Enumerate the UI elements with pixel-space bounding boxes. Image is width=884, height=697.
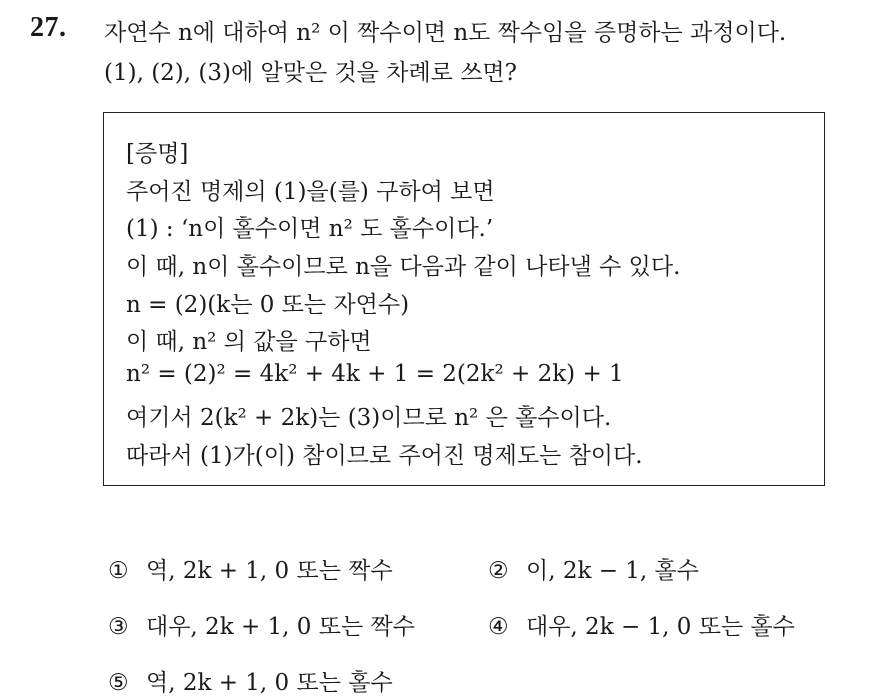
choice-3[interactable] [108, 608, 415, 641]
proof-line: 주어진 명제의 (1)을(를) 구하여 보면 [126, 179, 495, 205]
proof-line: (1) : ‘n이 홀수이면 n² 도 홀수이다.’ [126, 216, 494, 242]
proof-line: 여기서 2(k² + 2k)는 (3)이므로 n² 은 홀수이다. [126, 405, 612, 431]
choice-5[interactable] [108, 664, 393, 697]
question-stem-line-1: 자연수 n에 대하여 n² 이 짝수이면 n도 짝수임을 증명하는 과정이다. [104, 20, 787, 46]
choice-5-text: 역, 2k + 1, 0 또는 홀수 [146, 670, 393, 696]
choice-4[interactable] [488, 608, 795, 641]
choice-1[interactable] [108, 552, 393, 585]
question-number: 27. [30, 12, 67, 43]
choice-2[interactable] [488, 552, 699, 585]
proof-line: n = (2)(k는 0 또는 자연수) [126, 292, 410, 318]
proof-line: 이 때, n이 홀수이므로 n을 다음과 같이 나타낼 수 있다. [126, 254, 681, 280]
choice-3-text: 대우, 2k + 1, 0 또는 짝수 [146, 614, 415, 640]
choice-4-text: 대우, 2k − 1, 0 또는 홀수 [526, 614, 795, 640]
proof-box [103, 112, 825, 486]
proof-line: 이 때, n² 의 값을 구하면 [126, 329, 372, 355]
choice-2-mark: ② [488, 558, 509, 584]
choice-1-text: 역, 2k + 1, 0 또는 짝수 [146, 558, 393, 584]
choice-2-text: 이, 2k − 1, 홀수 [526, 558, 699, 584]
choice-5-mark: ⑤ [108, 670, 129, 696]
choice-3-mark: ③ [108, 614, 129, 640]
proof-line: 따라서 (1)가(이) 참이므로 주어진 명제도는 참이다. [126, 443, 643, 469]
choice-1-mark: ① [108, 558, 129, 584]
proof-heading: [증명] [126, 141, 189, 167]
choice-4-mark: ④ [488, 614, 509, 640]
question-stem-line-2: (1), (2), (3)에 알맞은 것을 차례로 쓰면? [104, 60, 517, 86]
proof-line: n² = (2)² = 4k² + 4k + 1 = 2(2k² + 2k) + 1 [126, 361, 624, 387]
